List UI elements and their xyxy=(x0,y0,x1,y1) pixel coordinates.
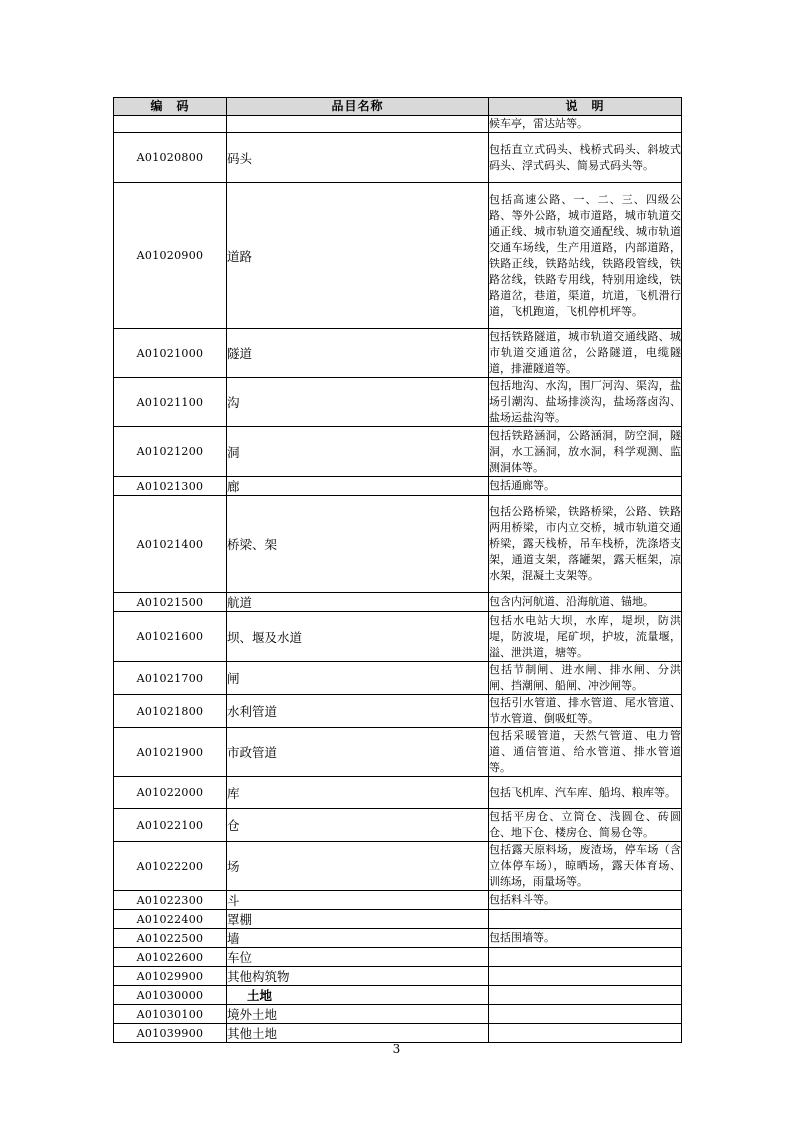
table-row xyxy=(114,378,682,427)
item-name: 库 xyxy=(227,777,489,809)
item-code: A01030100 xyxy=(114,1005,227,1024)
table-row xyxy=(114,329,682,378)
item-code: A01030000 xyxy=(114,986,227,1005)
table-row xyxy=(114,929,682,948)
table-row xyxy=(114,116,682,133)
item-code: A01020800 xyxy=(114,133,227,183)
table-row xyxy=(114,427,682,477)
item-name: 道路 xyxy=(227,183,489,329)
item-name: 隧道 xyxy=(227,329,489,378)
item-description: 包括铁路涵洞，公路涵洞，防空洞，隧洞，水工涵洞，放水洞，科学观测、监测洞体等。 xyxy=(489,427,682,477)
item-name: 其他土地 xyxy=(227,1024,489,1043)
item-description: 包括采暖管道，天然气管道、电力管道、通信管道、给水管道、排水管道等。 xyxy=(489,728,682,777)
item-name: 罩棚 xyxy=(227,910,489,929)
table-row xyxy=(114,986,682,1005)
item-name: 车位 xyxy=(227,948,489,967)
item-description: 包括露天原料场，废渣场，停车场（含立体停车场），晾晒场，露天体育场、训练场，雨量场等。 xyxy=(489,842,682,891)
item-code: A01021100 xyxy=(114,378,227,427)
table-row xyxy=(114,842,682,891)
item-description xyxy=(489,986,682,1005)
item-code: A01022400 xyxy=(114,910,227,929)
item-description: 包括料斗等。 xyxy=(489,891,682,910)
item-code: A01021200 xyxy=(114,427,227,477)
item-code xyxy=(114,116,227,133)
item-name: 其他构筑物 xyxy=(227,967,489,986)
header-name: 品目名称 xyxy=(227,98,489,116)
item-description: 包括直立式码头、栈桥式码头、斜坡式码头、浮式码头、简易式码头等。 xyxy=(489,133,682,183)
item-code: A01021300 xyxy=(114,477,227,496)
item-description: 包括水电站大坝，水库，堤坝，防洪堤，防波堤，尾矿坝，护坡，流量堰，溢、泄洪道，塘等。 xyxy=(489,612,682,662)
table-row xyxy=(114,809,682,842)
item-description: 包括围墙等。 xyxy=(489,929,682,948)
item-name: 仓 xyxy=(227,809,489,842)
item-code: A01022200 xyxy=(114,842,227,891)
item-name: 水利管道 xyxy=(227,695,489,728)
item-code: A01039900 xyxy=(114,1024,227,1043)
table-row xyxy=(114,948,682,967)
item-description: 包含内河航道、沿海航道、锚地。 xyxy=(489,593,682,612)
item-code: A01022600 xyxy=(114,948,227,967)
table-row xyxy=(114,967,682,986)
item-description xyxy=(489,967,682,986)
item-name: 洞 xyxy=(227,427,489,477)
item-name: 市政管道 xyxy=(227,728,489,777)
item-description: 包括铁路隧道，城市轨道交通线路、城市轨道交通道岔，公路隧道，电缆隧道，排灌隧道等。 xyxy=(489,329,682,378)
item-description: 候车亭，雷达站等。 xyxy=(489,116,682,133)
item-description: 包括地沟、水沟，围厂河沟、渠沟，盐场引潮沟、盐场排淡沟，盐场落卤沟、盐场运盐沟等。 xyxy=(489,378,682,427)
item-name: 码头 xyxy=(227,133,489,183)
item-description xyxy=(489,948,682,967)
item-code: A01022100 xyxy=(114,809,227,842)
item-code: A01021400 xyxy=(114,496,227,593)
item-name: 场 xyxy=(227,842,489,891)
item-description: 包括公路桥梁，铁路桥梁，公路、铁路两用桥梁，市内立交桥，城市轨道交通桥梁，露天栈桥，吊车栈桥，洗涤塔支架，通道支架，落罐架，露天框架，凉水架，混凝土支架等。 xyxy=(489,496,682,593)
item-description: 包括高速公路、一、二、三、四级公路、等外公路，城市道路，城市轨道交通正线、城市轨道交通配线、城市轨道交通车场线，生产用道路，内部道路，铁路正线，铁路站线，铁路段管线，铁路岔线，铁路专用线，特别用途线，铁路道岔，巷道，渠道，坑道，飞机滑行道，飞机跑道，飞机停机坪等。 xyxy=(489,183,682,329)
table-row xyxy=(114,593,682,612)
item-code: A01020900 xyxy=(114,183,227,329)
item-code: A01021500 xyxy=(114,593,227,612)
item-code: A01021600 xyxy=(114,612,227,662)
item-code: A01021900 xyxy=(114,728,227,777)
header-description: 说 明 xyxy=(489,98,682,116)
item-name: 坝、堰及水道 xyxy=(227,612,489,662)
table-row xyxy=(114,777,682,809)
item-code: A01022500 xyxy=(114,929,227,948)
table-row xyxy=(114,183,682,329)
item-description: 包括引水管道、排水管道、尾水管道、节水管道、倒吸虹等。 xyxy=(489,695,682,728)
item-code: A01022000 xyxy=(114,777,227,809)
item-name xyxy=(227,116,489,133)
item-code: A01021800 xyxy=(114,695,227,728)
item-code: A01021000 xyxy=(114,329,227,378)
table-row xyxy=(114,695,682,728)
table-row xyxy=(114,612,682,662)
item-name: 廊 xyxy=(227,477,489,496)
item-description: 包括通廊等。 xyxy=(489,477,682,496)
item-description xyxy=(489,910,682,929)
item-name: 土地 xyxy=(227,986,489,1005)
item-description: 包括节制闸、进水闸、排水闸、分洪闸、挡潮闸、船闸、冲沙闸等。 xyxy=(489,662,682,695)
item-description xyxy=(489,1024,682,1043)
table-row xyxy=(114,1024,682,1043)
table-row xyxy=(114,891,682,910)
table-row xyxy=(114,910,682,929)
table-header-row xyxy=(114,98,682,116)
item-code: A01022300 xyxy=(114,891,227,910)
table-row xyxy=(114,728,682,777)
table-row xyxy=(114,496,682,593)
item-description: 包括飞机库、汽车库、船坞、粮库等。 xyxy=(489,777,682,809)
table-row xyxy=(114,662,682,695)
item-name: 航道 xyxy=(227,593,489,612)
item-code: A01029900 xyxy=(114,967,227,986)
item-name: 桥梁、架 xyxy=(227,496,489,593)
table-row xyxy=(114,1005,682,1024)
item-name: 沟 xyxy=(227,378,489,427)
item-name: 墙 xyxy=(227,929,489,948)
item-code: A01021700 xyxy=(114,662,227,695)
table-row xyxy=(114,133,682,183)
header-code: 编 码 xyxy=(114,98,227,116)
item-description: 包括平房仓、立筒仓、浅圆仓、砖圆仓、地下仓、楼房仓、简易仓等。 xyxy=(489,809,682,842)
page-number: 3 xyxy=(392,1042,401,1056)
table-row xyxy=(114,477,682,496)
catalog-table xyxy=(113,97,682,1043)
table-body xyxy=(114,116,682,1043)
item-name: 境外土地 xyxy=(227,1005,489,1024)
item-name: 闸 xyxy=(227,662,489,695)
item-description xyxy=(489,1005,682,1024)
item-name: 斗 xyxy=(227,891,489,910)
